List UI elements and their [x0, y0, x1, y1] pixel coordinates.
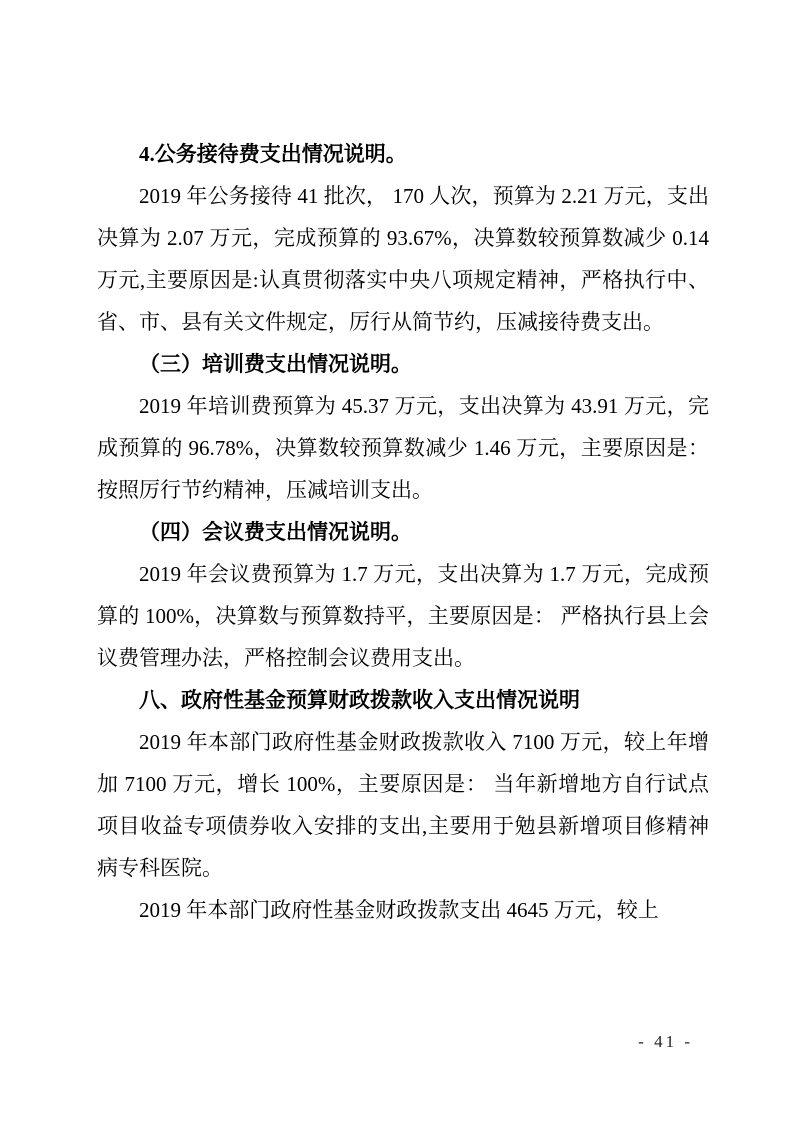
section-heading-meeting-expense: （四）会议费支出情况说明。 [139, 520, 412, 544]
section-heading-training-expense: （三）培训费支出情况说明。 [139, 352, 412, 376]
page-number: - 41 - [638, 1032, 693, 1051]
paragraph-government-fund-income: 2019 年本部门政府性基金财政拨款收入 7100 万元，较上年增加 7100 万元，增长 100%，主要原因是： 当年新增地方自行试点项目收益专项债券收入安排的支出,主要用于勉县新增项目修精神病专科医院。 [97, 730, 709, 880]
paragraph-official-reception-expense: 2019 年公务接待 41 批次， 170 人次，预算为 2.21 万元，支出决算为 2.07 万元，完成预算的 93.67%，决算数较预算数减少 0.14 万元,主要原因是:认真贯彻落实中央八项规定精神，严格执行中、省、市、县有关文件规定，厉行从简节约，压减接待费支出。 [97, 184, 709, 334]
document-body [97, 133, 709, 931]
paragraph-training-expense: 2019 年培训费预算为 45.37 万元，支出决算为 43.91 万元，完成预算的 96.78%，决算数较预算数减少 1.46 万元，主要原因是： 按照厉行节约精神，压减培训支出。 [97, 394, 709, 502]
section-heading-official-reception-expense: 4.公务接待费支出情况说明。 [139, 142, 407, 166]
paragraph-meeting-expense: 2019 年会议费预算为 1.7 万元，支出决算为 1.7 万元，完成预算的 100%，决算数与预算数持平，主要原因是： 严格执行县上会议费管理办法，严格控制会议费用支出。 [97, 562, 709, 670]
section-heading-government-fund-budget: 八、政府性基金预算财政拨款收入支出情况说明 [139, 688, 580, 712]
paragraph-government-fund-expenditure: 2019 年本部门政府性基金财政拨款支出 4645 万元，较上 [139, 898, 659, 922]
